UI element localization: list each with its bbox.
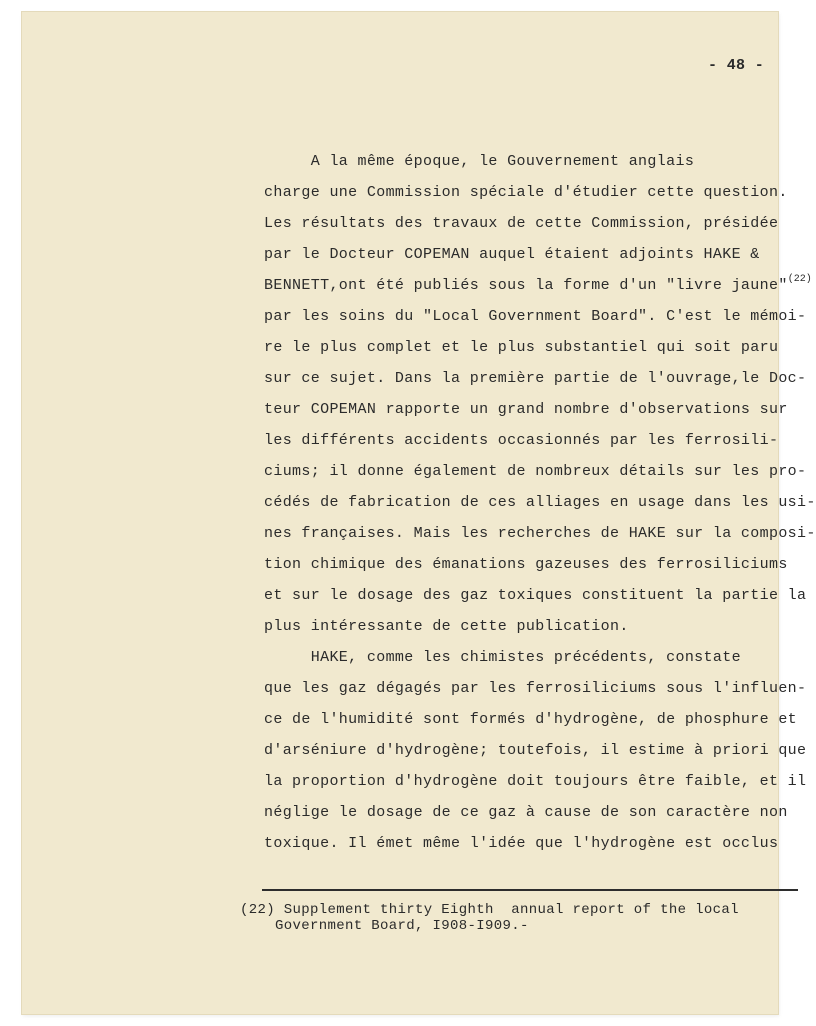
- text-line: HAKE, comme les chimistes précédents, constate: [264, 649, 741, 666]
- text-line: néglige le dosage de ce gaz à cause de son caractère non: [264, 804, 788, 821]
- text-line: charge une Commission spéciale d'étudier cette question.: [264, 184, 788, 201]
- text-line: BENNETT,ont été publiés sous la forme d'un "livre jaune": [264, 277, 788, 294]
- text-line: Les résultats des travaux de cette Commission, présidée: [264, 215, 779, 232]
- text-line: A la même époque, le Gouvernement anglais: [264, 153, 695, 170]
- text-line: nes françaises. Mais les recherches de HAKE sur la composi-: [264, 525, 816, 542]
- footnote-separator: [262, 889, 798, 891]
- footnote-line: Government Board, I908-I909.-: [240, 918, 529, 934]
- text-line: ce de l'humidité sont formés d'hydrogène, de phosphure et: [264, 711, 798, 728]
- text-line: cédés de fabrication de ces alliages en usage dans les usi-: [264, 494, 816, 511]
- text-line: re le plus complet et le plus substantiel qui soit paru: [264, 339, 779, 356]
- text-line: les différents accidents occasionnés par les ferrosili-: [264, 432, 779, 449]
- text-line: par les soins du "Local Government Board". C'est le mémoi-: [264, 308, 807, 325]
- text-line: que les gaz dégagés par les ferrosiliciums sous l'influen-: [264, 680, 807, 697]
- text-line: d'arséniure d'hydrogène; toutefois, il estime à priori que: [264, 742, 807, 759]
- text-line: par le Docteur COPEMAN auquel étaient adjoints HAKE &: [264, 246, 760, 263]
- text-line-with-footnote-ref: [264, 274, 812, 294]
- text-line: teur COPEMAN rapporte un grand nombre d'observations sur: [264, 401, 788, 418]
- text-line: sur ce sujet. Dans la première partie de l'ouvrage,le Doc-: [264, 370, 807, 387]
- footnote-reference: (22): [787, 274, 812, 285]
- text-line: et sur le dosage des gaz toxiques constituent la partie la: [264, 587, 807, 604]
- text-line: la proportion d'hydrogène doit toujours être faible, et il: [264, 773, 807, 790]
- text-line: ciums; il donne également de nombreux détails sur les pro-: [264, 463, 807, 480]
- text-line: tion chimique des émanations gazeuses des ferrosiliciums: [264, 556, 788, 573]
- text-line: plus intéressante de cette publication.: [264, 618, 629, 635]
- text-line: toxique. Il émet même l'idée que l'hydrogène est occlus: [264, 835, 779, 852]
- document-page: [22, 12, 816, 1014]
- footnote-line: (22) Supplement thirty Eighth annual report of the local: [240, 902, 739, 918]
- page-number: - 48 -: [708, 57, 765, 74]
